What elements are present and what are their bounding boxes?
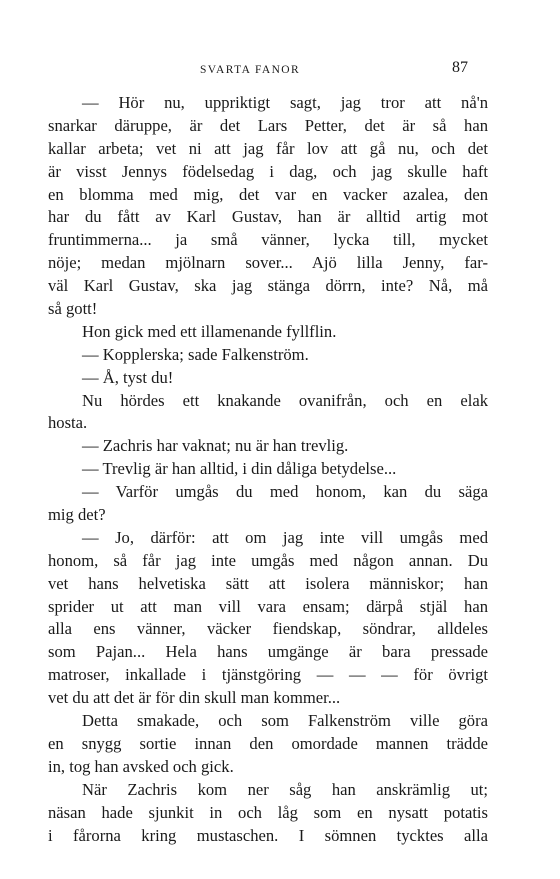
text-line: har du fått av Karl Gustav, han är alltid artig mot [48,207,488,227]
running-head: SVARTA FANOR [200,64,301,76]
text-line: nöje; medan mjölnarn sover... Ajö lilla Jenny, far- [48,253,488,273]
text-line: Detta smakade, och som Falkenström ville göra [82,711,488,731]
text-line: så gott! [48,299,98,319]
text-line: — Jo, därför: att om jag inte vill umgås med [82,527,488,547]
page-number: 87 [452,59,468,76]
text-line: — Kopplerska; sade Falkenström. [82,344,309,364]
text-line: — Varför umgås du med honom, kan du säga [82,482,488,502]
body-text [48,92,488,847]
text-line: sprider ut att man vill vara ensam; därpå stjäl han [48,596,488,616]
text-line: en snygg sortie innan den omordade mannen trädde [48,733,488,753]
text-line: fruntimmerna... ja små vänner, lycka till, mycket [48,230,488,250]
text-line: alla ens vänner, väcker fiendskap, söndrar, alldeles [48,619,488,639]
text-line: vet hans helvetiska sätt att isolera människor; han [48,573,488,593]
text-line: — Trevlig är han alltid, i din dåliga betydelse... [82,459,397,479]
text-line: — Zachris har vaknat; nu är han trevlig. [82,436,349,456]
text-line: kallar arbeta; vet ni att jag får lov att gå nu, och det [48,138,488,158]
text-line: mig det? [48,505,106,525]
text-line: honom, så får jag inte umgås med någon annan. Du [48,550,488,570]
text-line: snarkar däruppe, är det Lars Petter, det är så han [48,115,488,135]
text-line: näsan hade sjunkit in och låg som en nysatt potatis [48,802,488,822]
text-line: som Pajan... Hela hans umgänge är bara pressade [48,642,488,662]
text-line: — Hör nu, uppriktigt sagt, jag tror att nå'n [82,93,488,112]
text-line: väl Karl Gustav, ska jag stänga dörrn, inte? Nå, må [48,276,488,296]
text-line: vet du att det är för din skull man kommer... [48,688,341,708]
text-line: Nu hördes ett knakande ovanifrån, och en elak [82,390,488,410]
text-line: en blomma med mig, det var en vacker azalea, den [48,184,488,204]
text-line: hosta. [48,413,88,433]
text-line: in, tog han avsked och gick. [48,756,234,776]
text-line: — Å, tyst du! [82,367,174,387]
text-line: är visst Jennys födelsedag i dag, och jag skulle haft [48,161,488,181]
text-line: När Zachris kom ner såg han anskrämlig ut; [82,779,488,799]
text-line: Hon gick med ett illamenande fyllflin. [82,321,337,341]
text-line: matroser, inkallade i tjänstgöring — — — för övrigt [48,665,488,685]
text-line: i fårorna kring mustaschen. I sömnen tycktes alla [48,825,488,845]
